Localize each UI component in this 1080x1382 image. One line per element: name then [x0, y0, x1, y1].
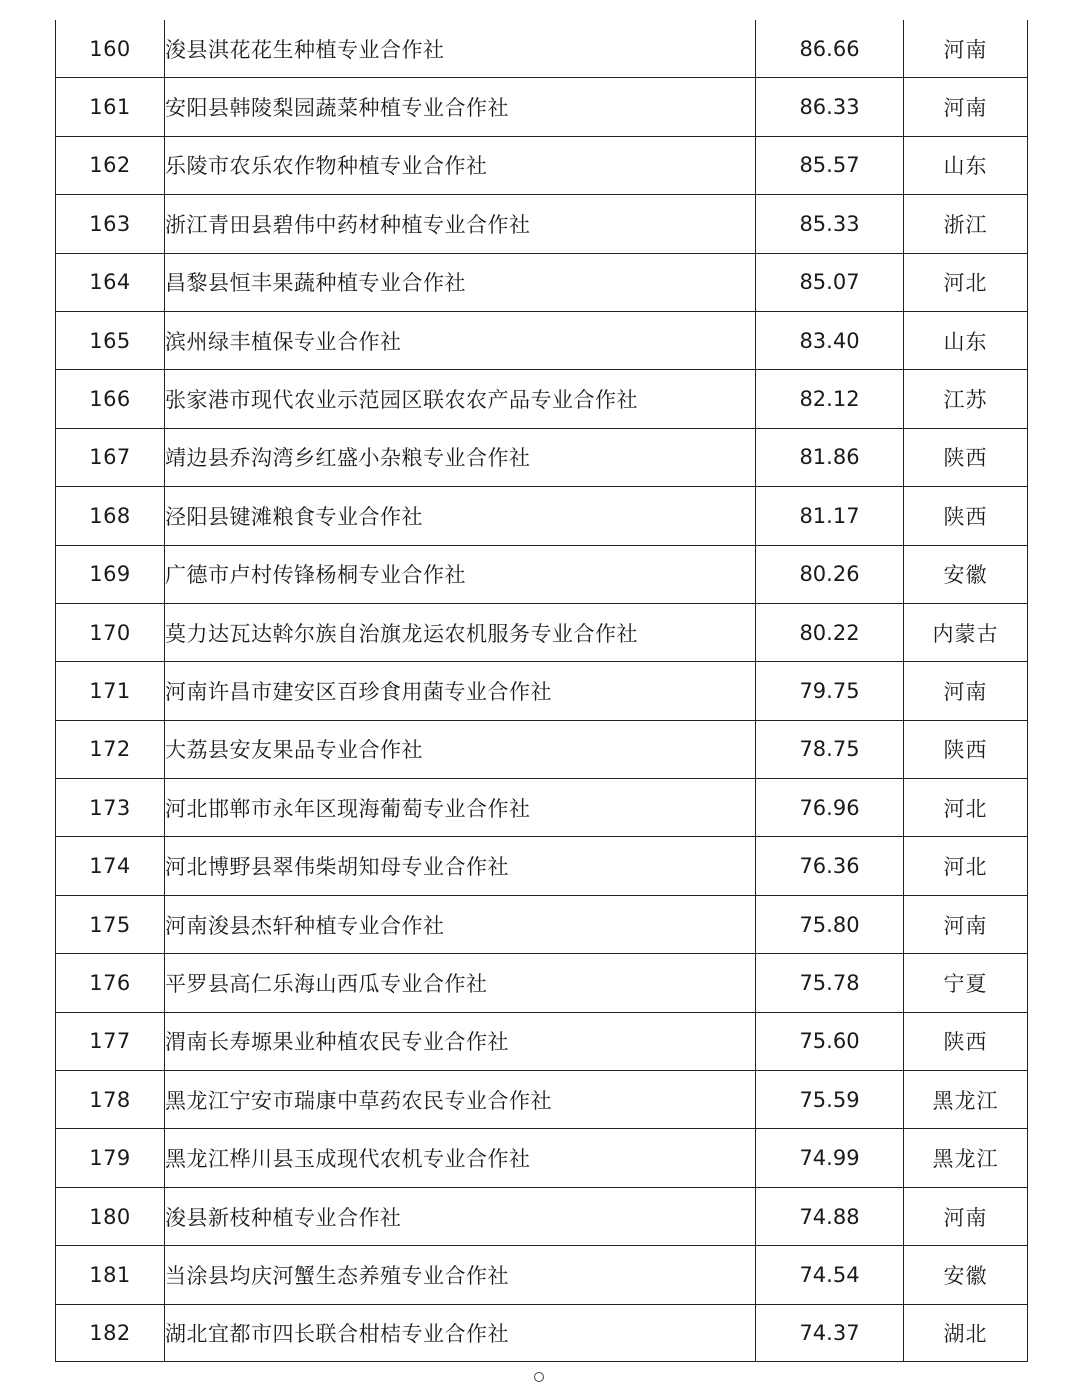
cooperative-name-cell: 大荔县安友果品专业合作社 [165, 720, 756, 778]
table-row [56, 1071, 1028, 1129]
cooperative-name-cell: 河北博野县翠伟柴胡知母专业合作社 [165, 837, 756, 895]
cooperative-ranking-table [55, 20, 1028, 1362]
row-number-cell: 163 [56, 195, 165, 253]
cooperative-name-cell: 当涂县均庆河蟹生态养殖专业合作社 [165, 1246, 756, 1304]
cooperative-name-cell: 湖北宜都市四长联合柑桔专业合作社 [165, 1304, 756, 1361]
score-cell: 75.59 [756, 1071, 904, 1129]
row-number-cell: 161 [56, 78, 165, 136]
table-row [56, 1246, 1028, 1304]
score-cell: 85.33 [756, 195, 904, 253]
table-row [56, 837, 1028, 895]
score-cell: 85.57 [756, 136, 904, 194]
score-cell: 78.75 [756, 720, 904, 778]
cooperative-name-cell: 河北邯郸市永年区现海葡萄专业合作社 [165, 779, 756, 837]
row-number-cell: 170 [56, 603, 165, 661]
table-row [56, 78, 1028, 136]
cooperative-name-cell: 平罗县高仁乐海山西瓜专业合作社 [165, 954, 756, 1012]
score-cell: 76.96 [756, 779, 904, 837]
score-cell: 74.37 [756, 1304, 904, 1361]
score-cell: 79.75 [756, 662, 904, 720]
province-cell: 河南 [904, 662, 1028, 720]
row-number-cell: 176 [56, 954, 165, 1012]
row-number-cell: 171 [56, 662, 165, 720]
cooperative-name-cell: 河南许昌市建安区百珍食用菌专业合作社 [165, 662, 756, 720]
row-number-cell: 173 [56, 779, 165, 837]
table-row [56, 1304, 1028, 1361]
province-cell: 陕西 [904, 720, 1028, 778]
cooperative-name-cell: 广德市卢村传锋杨桐专业合作社 [165, 545, 756, 603]
province-cell: 黑龙江 [904, 1129, 1028, 1187]
row-number-cell: 165 [56, 311, 165, 369]
table-row [56, 895, 1028, 953]
cooperative-name-cell: 滨州绿丰植保专业合作社 [165, 311, 756, 369]
table-body [56, 20, 1028, 1361]
score-cell: 74.99 [756, 1129, 904, 1187]
table-row [56, 545, 1028, 603]
row-number-cell: 162 [56, 136, 165, 194]
province-cell: 宁夏 [904, 954, 1028, 1012]
table-row [56, 1012, 1028, 1070]
table-row [56, 195, 1028, 253]
cooperative-name-cell: 渭南长寿塬果业种植农民专业合作社 [165, 1012, 756, 1070]
cooperative-name-cell: 河南浚县杰轩种植专业合作社 [165, 895, 756, 953]
cooperative-name-cell: 张家港市现代农业示范园区联农农产品专业合作社 [165, 370, 756, 428]
province-cell: 黑龙江 [904, 1071, 1028, 1129]
table-row [56, 370, 1028, 428]
row-number-cell: 181 [56, 1246, 165, 1304]
page-number-mark [534, 1372, 544, 1382]
province-cell: 浙江 [904, 195, 1028, 253]
score-cell: 86.33 [756, 78, 904, 136]
row-number-cell: 167 [56, 428, 165, 486]
row-number-cell: 182 [56, 1304, 165, 1361]
table-row [56, 311, 1028, 369]
table-row [56, 720, 1028, 778]
table-row [56, 1187, 1028, 1245]
table-row [56, 779, 1028, 837]
province-cell: 山东 [904, 136, 1028, 194]
table-row [56, 954, 1028, 1012]
score-cell: 80.26 [756, 545, 904, 603]
row-number-cell: 166 [56, 370, 165, 428]
score-cell: 75.60 [756, 1012, 904, 1070]
row-number-cell: 175 [56, 895, 165, 953]
score-cell: 81.17 [756, 487, 904, 545]
province-cell: 陕西 [904, 487, 1028, 545]
table-row [56, 20, 1028, 78]
province-cell: 河南 [904, 78, 1028, 136]
score-cell: 75.80 [756, 895, 904, 953]
row-number-cell: 174 [56, 837, 165, 895]
row-number-cell: 164 [56, 253, 165, 311]
row-number-cell: 180 [56, 1187, 165, 1245]
cooperative-name-cell: 莫力达瓦达斡尔族自治旗龙运农机服务专业合作社 [165, 603, 756, 661]
table-row [56, 487, 1028, 545]
row-number-cell: 172 [56, 720, 165, 778]
province-cell: 河北 [904, 837, 1028, 895]
table-row [56, 662, 1028, 720]
cooperative-name-cell: 靖边县乔沟湾乡红盛小杂粮专业合作社 [165, 428, 756, 486]
row-number-cell: 169 [56, 545, 165, 603]
table-row [56, 1129, 1028, 1187]
score-cell: 74.88 [756, 1187, 904, 1245]
row-number-cell: 179 [56, 1129, 165, 1187]
province-cell: 安徽 [904, 545, 1028, 603]
score-cell: 82.12 [756, 370, 904, 428]
province-cell: 河南 [904, 1187, 1028, 1245]
row-number-cell: 178 [56, 1071, 165, 1129]
province-cell: 河南 [904, 20, 1028, 78]
province-cell: 河北 [904, 779, 1028, 837]
score-cell: 83.40 [756, 311, 904, 369]
cooperative-name-cell: 浙江青田县碧伟中药材种植专业合作社 [165, 195, 756, 253]
score-cell: 80.22 [756, 603, 904, 661]
cooperative-name-cell: 黑龙江宁安市瑞康中草药农民专业合作社 [165, 1071, 756, 1129]
table-row [56, 428, 1028, 486]
row-number-cell: 160 [56, 20, 165, 78]
row-number-cell: 168 [56, 487, 165, 545]
row-number-cell: 177 [56, 1012, 165, 1070]
cooperative-name-cell: 昌黎县恒丰果蔬种植专业合作社 [165, 253, 756, 311]
score-cell: 74.54 [756, 1246, 904, 1304]
cooperative-name-cell: 黑龙江桦川县玉成现代农机专业合作社 [165, 1129, 756, 1187]
cooperative-name-cell: 浚县淇花花生种植专业合作社 [165, 20, 756, 78]
cooperative-name-cell: 乐陵市农乐农作物种植专业合作社 [165, 136, 756, 194]
province-cell: 安徽 [904, 1246, 1028, 1304]
score-cell: 85.07 [756, 253, 904, 311]
province-cell: 陕西 [904, 1012, 1028, 1070]
province-cell: 湖北 [904, 1304, 1028, 1361]
province-cell: 江苏 [904, 370, 1028, 428]
province-cell: 陕西 [904, 428, 1028, 486]
province-cell: 山东 [904, 311, 1028, 369]
table-row [56, 136, 1028, 194]
score-cell: 76.36 [756, 837, 904, 895]
cooperative-name-cell: 安阳县韩陵梨园蔬菜种植专业合作社 [165, 78, 756, 136]
score-cell: 75.78 [756, 954, 904, 1012]
table-row [56, 603, 1028, 661]
province-cell: 河南 [904, 895, 1028, 953]
table-row [56, 253, 1028, 311]
province-cell: 内蒙古 [904, 603, 1028, 661]
score-cell: 81.86 [756, 428, 904, 486]
score-cell: 86.66 [756, 20, 904, 78]
province-cell: 河北 [904, 253, 1028, 311]
cooperative-name-cell: 浚县新枝种植专业合作社 [165, 1187, 756, 1245]
cooperative-name-cell: 泾阳县键滩粮食专业合作社 [165, 487, 756, 545]
